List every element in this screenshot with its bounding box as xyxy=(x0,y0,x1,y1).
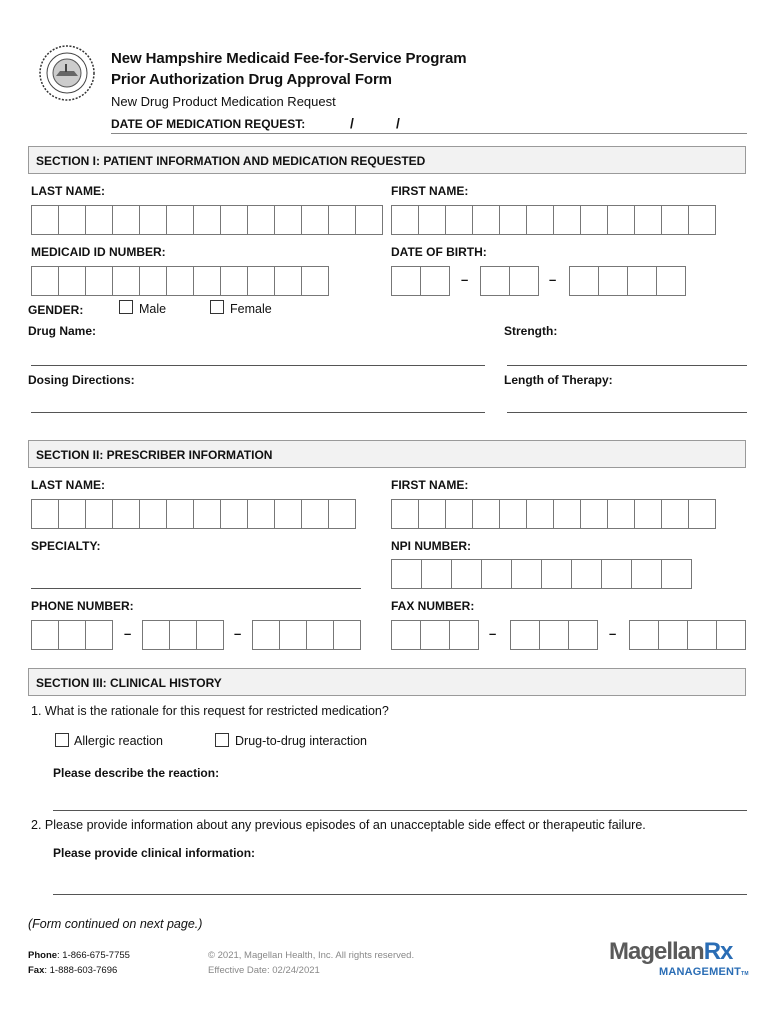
patient-first-name-label: FIRST NAME: xyxy=(391,184,469,198)
specialty-label: SPECIALTY: xyxy=(31,539,101,553)
fax-line-boxes[interactable] xyxy=(629,620,745,650)
form-continued-note: (Form continued on next page.) xyxy=(28,917,203,931)
dob-year-boxes[interactable] xyxy=(569,266,685,296)
section-3-heading: SECTION III: CLINICAL HISTORY xyxy=(28,668,746,696)
phone-dash-1: – xyxy=(124,626,132,641)
prescriber-last-name-boxes[interactable] xyxy=(31,499,355,529)
logo-management-text: MANAGEMENT xyxy=(659,966,742,978)
length-label: Length of Therapy: xyxy=(504,373,613,387)
gender-label: GENDER: xyxy=(28,303,84,317)
dob-label: DATE OF BIRTH: xyxy=(391,245,487,259)
allergic-reaction-checkbox[interactable] xyxy=(55,733,69,747)
phone-dash-2: – xyxy=(234,626,242,641)
phone-prefix-boxes[interactable] xyxy=(142,620,223,650)
fax-label: FAX NUMBER: xyxy=(391,599,475,613)
dob-dash-2: – xyxy=(549,272,557,287)
footer-effective-date: Effective Date: 02/24/2021 xyxy=(208,965,320,976)
logo-tm-text: TM xyxy=(741,971,749,977)
npi-boxes[interactable] xyxy=(391,559,691,589)
describe-reaction-field[interactable] xyxy=(53,810,747,811)
footer-phone: Phone: 1-866-675-7755 xyxy=(28,950,130,961)
dob-dash-1: – xyxy=(461,272,469,287)
gender-male-checkbox[interactable] xyxy=(119,300,133,314)
medicaid-id-label: MEDICAID ID NUMBER: xyxy=(31,245,166,259)
patient-first-name-boxes[interactable] xyxy=(391,205,715,235)
specialty-field[interactable] xyxy=(31,588,361,589)
prescriber-first-name-boxes[interactable] xyxy=(391,499,715,529)
section-1-heading: SECTION I: PATIENT INFORMATION AND MEDICATION REQUESTED xyxy=(28,146,746,174)
strength-label: Strength: xyxy=(504,324,558,338)
phone-line-boxes[interactable] xyxy=(252,620,360,650)
date-sep-1: / xyxy=(350,115,354,131)
magellan-rx-logo xyxy=(609,938,749,982)
question-2: 2. Please provide information about any previous episodes of an unacceptable side effect or therapeutic failure. xyxy=(31,818,646,832)
dosing-label: Dosing Directions: xyxy=(28,373,135,387)
dob-month-boxes[interactable] xyxy=(391,266,449,296)
phone-area-boxes[interactable] xyxy=(31,620,112,650)
logo-rx-text: Rx xyxy=(703,938,733,965)
length-field[interactable] xyxy=(507,412,747,413)
dosing-field[interactable] xyxy=(31,412,485,413)
date-request-label: DATE OF MEDICATION REQUEST: xyxy=(111,117,306,131)
dob-day-boxes[interactable] xyxy=(480,266,538,296)
drug-interaction-checkbox[interactable] xyxy=(215,733,229,747)
patient-last-name-label: LAST NAME: xyxy=(31,184,105,198)
allergic-reaction-label: Allergic reaction xyxy=(74,734,163,748)
footer-copyright: © 2021, Magellan Health, Inc. All rights reserved. xyxy=(208,950,415,961)
logo-magellan-text: Magellan xyxy=(609,938,704,965)
drug-name-label: Drug Name: xyxy=(28,324,97,338)
form-title-line2: Prior Authorization Drug Approval Form xyxy=(111,71,392,88)
footer-fax: Fax: 1-888-603-7696 xyxy=(28,965,118,976)
fax-dash-1: – xyxy=(489,626,497,641)
patient-last-name-boxes[interactable] xyxy=(31,205,382,235)
fax-area-boxes[interactable] xyxy=(391,620,478,650)
gender-female-label: Female xyxy=(230,302,272,316)
clinical-info-field[interactable] xyxy=(53,894,747,895)
prescriber-last-name-label: LAST NAME: xyxy=(31,478,105,492)
form-subtitle: New Drug Product Medication Request xyxy=(111,94,336,109)
drug-interaction-label: Drug-to-drug interaction xyxy=(235,734,368,748)
section-2-heading: SECTION II: PRESCRIBER INFORMATION xyxy=(28,440,746,468)
fax-dash-2: – xyxy=(609,626,617,641)
medicaid-id-boxes[interactable] xyxy=(31,266,328,296)
gender-male-label: Male xyxy=(139,302,167,316)
question-1: 1. What is the rationale for this request for restricted medication? xyxy=(31,704,389,718)
clinical-info-label: Please provide clinical information: xyxy=(53,846,256,860)
drug-name-field[interactable] xyxy=(31,365,485,366)
npi-label: NPI NUMBER: xyxy=(391,539,471,553)
fax-prefix-boxes[interactable] xyxy=(510,620,597,650)
prescriber-first-name-label: FIRST NAME: xyxy=(391,478,469,492)
describe-reaction-label: Please describe the reaction: xyxy=(53,766,220,780)
form-title-line1: New Hampshire Medicaid Fee-for-Service Program xyxy=(111,50,467,67)
date-request-field[interactable] xyxy=(111,133,747,134)
strength-field[interactable] xyxy=(507,365,747,366)
state-seal-icon xyxy=(38,44,96,102)
gender-female-checkbox[interactable] xyxy=(210,300,224,314)
date-sep-2: / xyxy=(396,115,400,131)
phone-label: PHONE NUMBER: xyxy=(31,599,134,613)
